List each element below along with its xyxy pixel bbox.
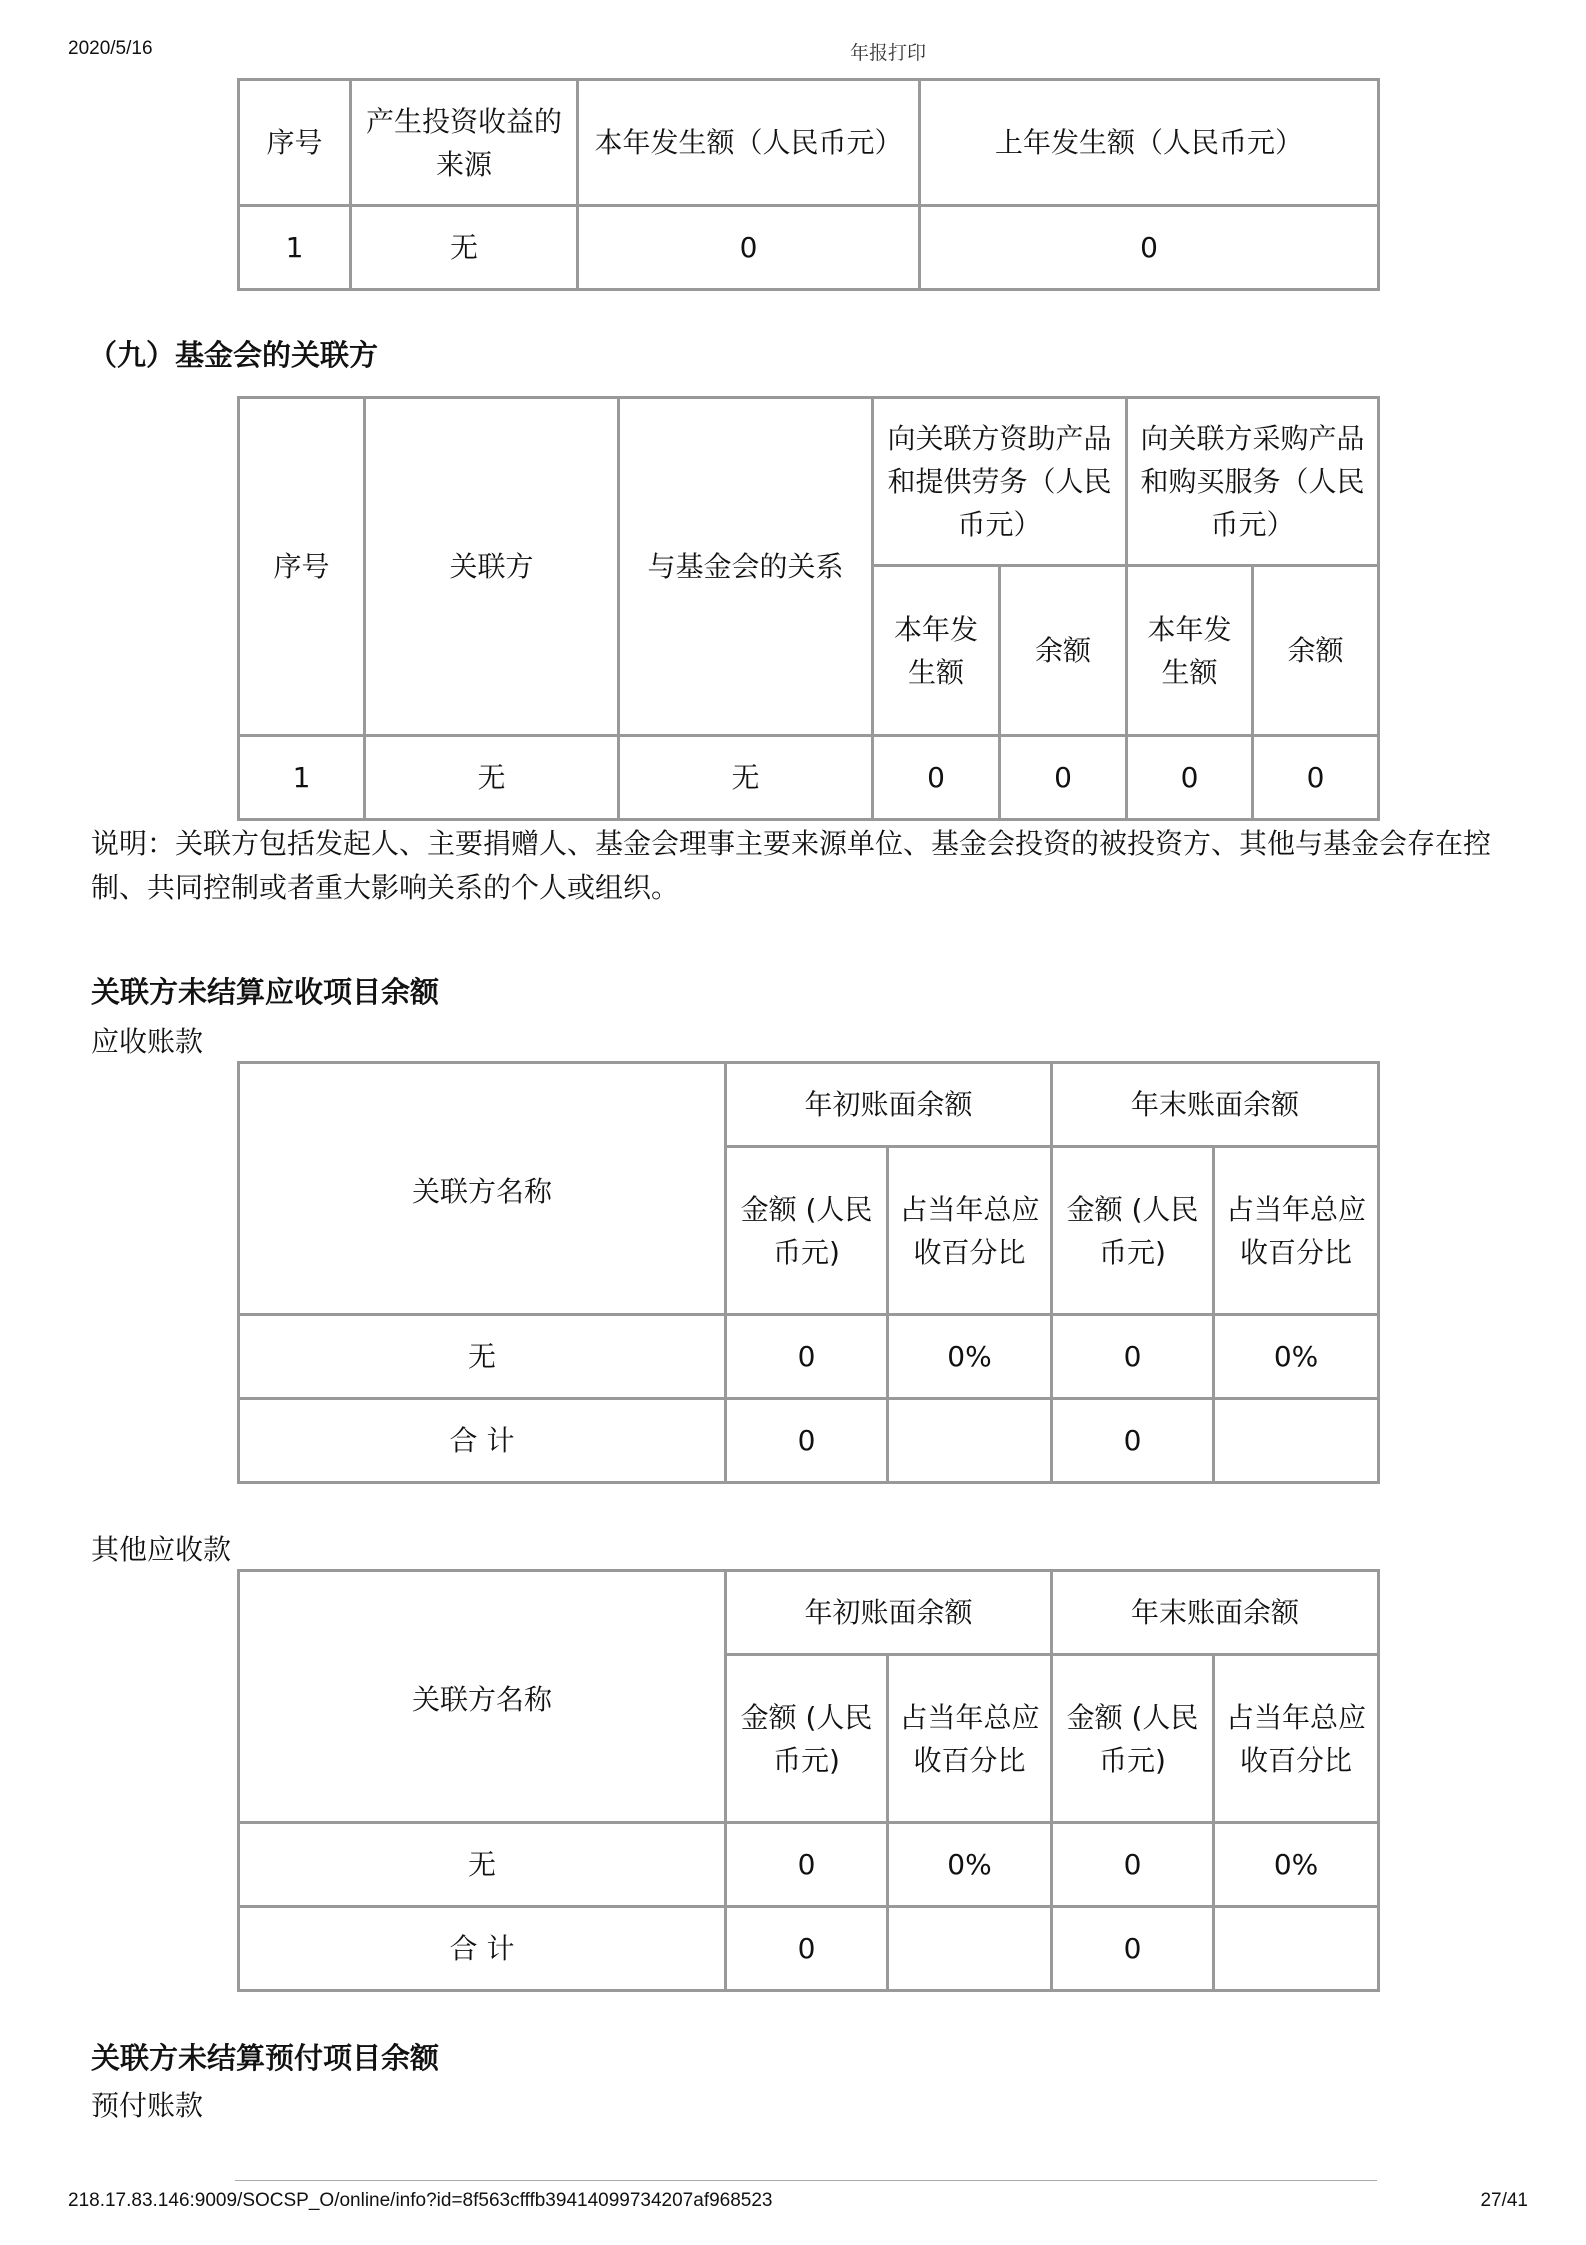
section-title-related-parties: （九）基金会的关联方 bbox=[88, 338, 379, 372]
col-header: 占当年总应收百分比 bbox=[888, 1655, 1052, 1823]
print-date: 2020/5/16 bbox=[68, 38, 153, 59]
table-cell: 无 bbox=[365, 736, 619, 820]
section-title-receivables: 关联方未结算应收项目余额 bbox=[91, 975, 440, 1009]
table-cell: 0 bbox=[1052, 1315, 1214, 1399]
col-header: 占当年总应收百分比 bbox=[1214, 1655, 1379, 1823]
col-group-header: 向关联方采购产品 和购买服务（人民币元） bbox=[1127, 398, 1379, 566]
col-header: 关联方名称 bbox=[239, 1063, 726, 1315]
table-header-row bbox=[239, 398, 1379, 566]
col-group-header: 年末账面余额 bbox=[1052, 1571, 1379, 1655]
table-cell: 无 bbox=[239, 1315, 726, 1399]
table-cell: 合 计 bbox=[239, 1907, 726, 1991]
col-group-header: 年初账面余额 bbox=[726, 1063, 1052, 1147]
table-cell bbox=[888, 1399, 1052, 1483]
section-title-prepayments: 关联方未结算预付项目余额 bbox=[91, 2041, 440, 2075]
footer-url: 218.17.83.146:9009/SOCSP_O/online/info?id=8f563cfffb39414099734207af968523 bbox=[68, 2190, 773, 2211]
table-cell: 0 bbox=[1127, 736, 1253, 820]
table-cell: 0 bbox=[873, 736, 1000, 820]
table-cell: 0% bbox=[1214, 1315, 1379, 1399]
table-row bbox=[239, 1315, 1379, 1399]
table-cell: 0% bbox=[888, 1315, 1052, 1399]
table-cell: 0 bbox=[920, 206, 1379, 290]
accounts-receivable-table bbox=[237, 1061, 1380, 1484]
col-header: 占当年总应收百分比 bbox=[888, 1147, 1052, 1315]
col-header: 关联方名称 bbox=[239, 1571, 726, 1823]
investment-income-table bbox=[237, 78, 1380, 291]
table-cell: 0 bbox=[578, 206, 920, 290]
table-cell: 合 计 bbox=[239, 1399, 726, 1483]
col-header: 本年发生额 bbox=[873, 566, 1000, 736]
table-cell: 0% bbox=[888, 1823, 1052, 1907]
table-header-row bbox=[239, 1571, 1379, 1655]
table-row bbox=[239, 206, 1379, 290]
col-header: 序号 bbox=[239, 80, 351, 206]
col-header: 关联方 bbox=[365, 398, 619, 736]
table-cell: 无 bbox=[351, 206, 578, 290]
col-group-header: 向关联方资助产品和提供劳务（人民币元） bbox=[873, 398, 1127, 566]
table-cell: 无 bbox=[619, 736, 873, 820]
table-cell bbox=[1214, 1399, 1379, 1483]
table-cell bbox=[1214, 1907, 1379, 1991]
related-parties-table bbox=[237, 396, 1380, 821]
col-header: 上年发生额（人民币元） bbox=[920, 80, 1379, 206]
table-cell: 0 bbox=[1052, 1823, 1214, 1907]
col-header: 序号 bbox=[239, 398, 365, 736]
col-header: 金额 (人民币元) bbox=[1052, 1147, 1214, 1315]
table-caption-prepayments: 预付账款 bbox=[91, 2089, 204, 2122]
page-header-title: 年报打印 bbox=[849, 42, 926, 64]
table-cell: 1 bbox=[239, 736, 365, 820]
page-number: 27/41 bbox=[1480, 2190, 1528, 2211]
table-cell: 0% bbox=[1214, 1823, 1379, 1907]
table-caption-other-receivables: 其他应收款 bbox=[91, 1533, 232, 1566]
col-header: 余额 bbox=[1000, 566, 1127, 736]
col-header: 本年发生额 bbox=[1127, 566, 1253, 736]
col-header: 金额 (人民币元) bbox=[726, 1655, 888, 1823]
table-cell: 0 bbox=[726, 1907, 888, 1991]
table-row bbox=[239, 1823, 1379, 1907]
table-cell: 0 bbox=[1000, 736, 1127, 820]
table-header-row bbox=[239, 80, 1379, 206]
table-cell: 0 bbox=[726, 1823, 888, 1907]
table-cell: 0 bbox=[1052, 1907, 1214, 1991]
table-total-row bbox=[239, 1907, 1379, 1991]
col-header: 占当年总应收百分比 bbox=[1214, 1147, 1379, 1315]
table-cell: 0 bbox=[726, 1315, 888, 1399]
footer-divider bbox=[235, 2180, 1377, 2181]
table-caption-accounts-receivable: 应收账款 bbox=[91, 1025, 204, 1058]
table-total-row bbox=[239, 1399, 1379, 1483]
col-header: 本年发生额（人民币元） bbox=[578, 80, 920, 206]
related-parties-note: 说明：关联方包括发起人、主要捐赠人、基金会理事主要来源单位、基金会投资的被投资方、其他与基金会存在控制、共同控制或者重大影响关系的个人或组织。 bbox=[91, 827, 1492, 904]
table-cell: 0 bbox=[1052, 1399, 1214, 1483]
table-cell bbox=[888, 1907, 1052, 1991]
col-group-header: 年初账面余额 bbox=[726, 1571, 1052, 1655]
table-header-row bbox=[239, 1063, 1379, 1147]
table-cell: 无 bbox=[239, 1823, 726, 1907]
other-receivables-table bbox=[237, 1569, 1380, 1992]
col-header: 产生投资收益的来源 bbox=[351, 80, 578, 206]
col-header: 与基金会的关系 bbox=[619, 398, 873, 736]
col-header: 余额 bbox=[1253, 566, 1379, 736]
col-header: 金额 (人民币元) bbox=[726, 1147, 888, 1315]
col-group-header: 年末账面余额 bbox=[1052, 1063, 1379, 1147]
col-header: 金额 (人民币元) bbox=[1052, 1655, 1214, 1823]
table-cell: 0 bbox=[726, 1399, 888, 1483]
table-cell: 0 bbox=[1253, 736, 1379, 820]
table-row bbox=[239, 736, 1379, 820]
table-cell: 1 bbox=[239, 206, 351, 290]
